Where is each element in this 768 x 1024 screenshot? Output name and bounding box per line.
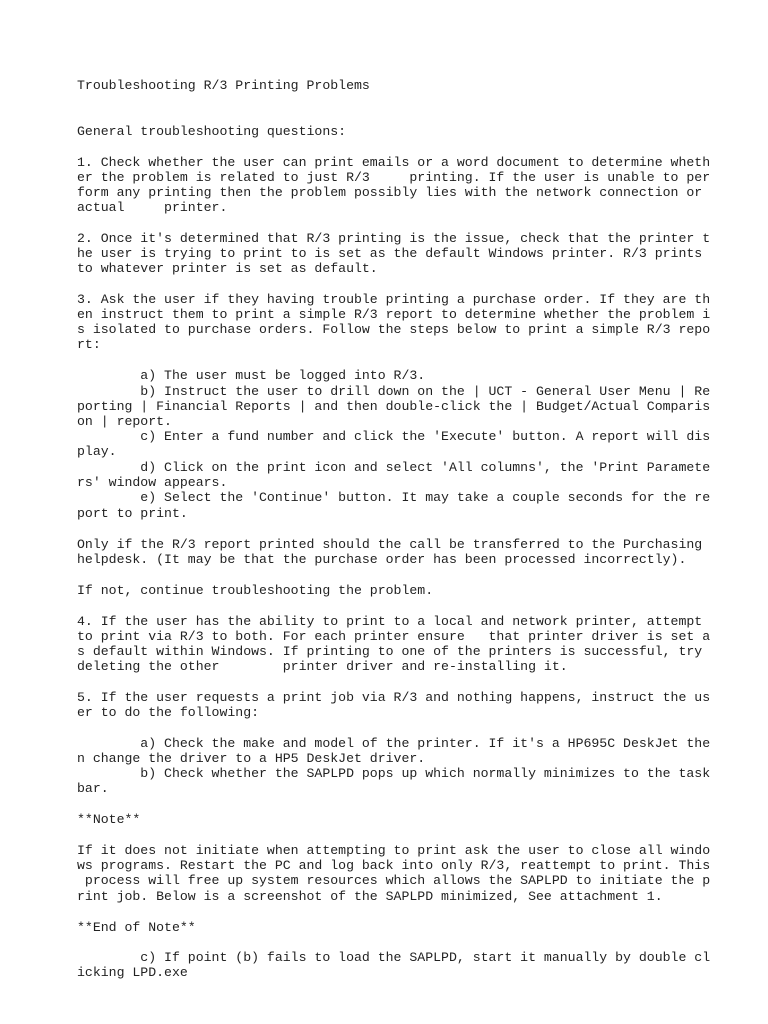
text-line: to whatever printer is set as default. [77,261,378,276]
text-line: er to do the following: [77,705,260,720]
text-line: bar. [77,781,109,796]
text-line: on | report. [77,414,172,429]
text-line: er the problem is related to just R/3 printing. If the user is unable to per [77,170,711,185]
text-line: deleting the other printer driver and re-installing it. [77,659,568,674]
text-line: en instruct them to print a simple R/3 report to determine whether the problem i [77,307,711,322]
text-line: icking LPD.exe [77,965,188,980]
text-line: n change the driver to a HP5 DeskJet driver. [77,751,426,766]
document-title: Troubleshooting R/3 Printing Problems [77,78,370,93]
text-line: 4. If the user has the ability to print to a local and network printer, attempt [77,614,703,629]
text-line: d) Click on the print icon and select 'All columns', the 'Print Paramete [77,460,711,475]
text-line: he user is trying to print to is set as the default Windows printer. R/3 prints [77,246,703,261]
text-line: ws programs. Restart the PC and log back into only R/3, reattempt to print. This [77,858,711,873]
text-line: b) Instruct the user to drill down on the | UCT - General User Menu | Re [77,384,711,399]
text-line: play. [77,444,117,459]
text-line: to print via R/3 to both. For each printer ensure that printer driver is set a [77,629,711,644]
text-line: c) Enter a fund number and click the 'Execute' button. A report will dis [77,429,711,444]
text-line: 3. Ask the user if they having trouble printing a purchase order. If they are th [77,292,711,307]
text-line: a) Check the make and model of the printer. If it's a HP695C DeskJet the [77,736,711,751]
text-line: b) Check whether the SAPLPD pops up which normally minimizes to the task [77,766,711,781]
text-line: 1. Check whether the user can print emails or a word document to determine wheth [77,155,711,170]
text-line: rs' window appears. [77,475,228,490]
text-line: 5. If the user requests a print job via R/3 and nothing happens, instruct the us [77,690,711,705]
text-line: Only if the R/3 report printed should the call be transferred to the Purchasing [77,537,703,552]
text-line: form any printing then the problem possibly lies with the network connection or [77,185,703,200]
text-line: s isolated to purchase orders. Follow the steps below to print a simple R/3 repo [77,322,711,337]
text-line: process will free up system resources which allows the SAPLPD to initiate the p [77,873,711,888]
text-line: 2. Once it's determined that R/3 printing is the issue, check that the printer t [77,231,711,246]
note-end-marker: **End of Note** [77,920,196,935]
text-line: If it does not initiate when attempting to print ask the user to close all windo [77,843,711,858]
text-line: port to print. [77,506,188,521]
section-heading: General troubleshooting questions: [77,124,347,139]
text-line: e) Select the 'Continue' button. It may take a couple seconds for the re [77,490,711,505]
text-line: s default within Windows. If printing to one of the printers is successful, try [77,644,703,659]
text-line: If not, continue troubleshooting the problem. [77,583,434,598]
note-start-marker: **Note** [77,812,141,827]
text-line: actual printer. [77,200,228,215]
text-line: rt: [77,337,101,352]
text-line: a) The user must be logged into R/3. [77,368,426,383]
text-line: porting | Financial Reports | and then double-click the | Budget/Actual Comparis [77,399,711,414]
text-line: rint job. Below is a screenshot of the SAPLPD minimized, See attachment 1. [77,889,663,904]
text-line: c) If point (b) fails to load the SAPLPD, start it manually by double cl [77,950,711,965]
text-line: helpdesk. (It may be that the purchase order has been processed incorrectly). [77,552,687,567]
